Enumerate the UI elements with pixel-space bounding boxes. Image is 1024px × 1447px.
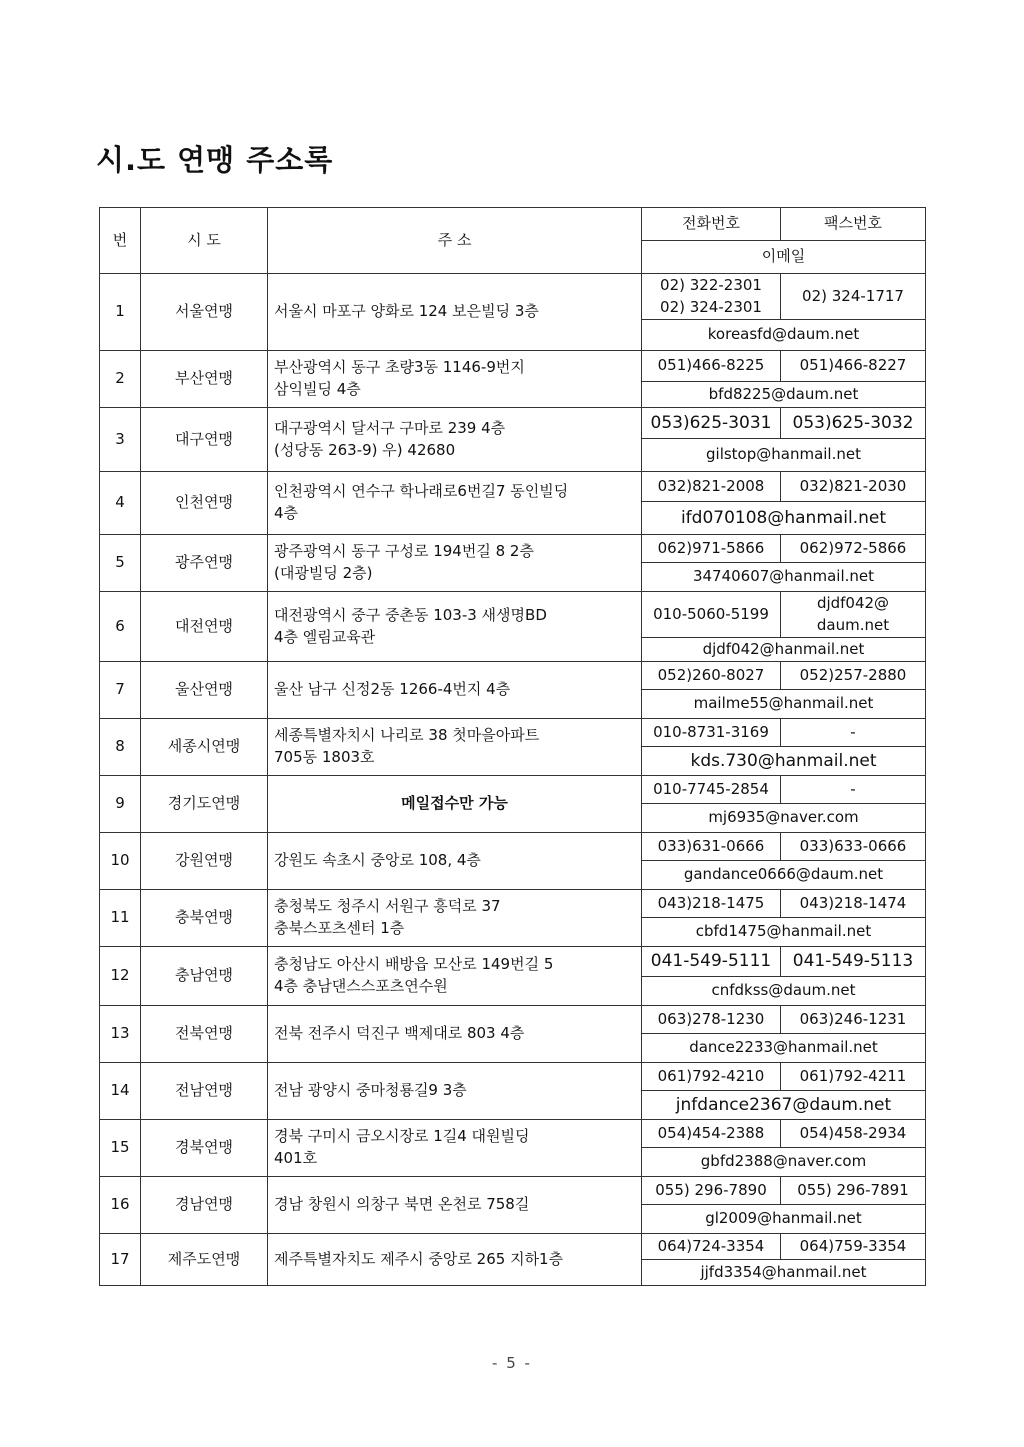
fax-number: 041-549-5113	[792, 951, 914, 972]
address-line: 세종특별자치시 나리로 38 첫마을아파트	[274, 726, 540, 745]
federation-name: 서울연맹	[141, 274, 268, 351]
phone-number: 033)631-0666	[657, 836, 765, 855]
address-line: 충청남도 아산시 배방읍 모산로 149번길 5	[274, 955, 554, 974]
address-cell	[268, 776, 642, 833]
table-row	[100, 1234, 926, 1260]
phone-number: 062)971-5866	[657, 538, 765, 557]
federation-name: 충남연맹	[141, 947, 268, 1006]
address-line: 4층 충남댄스스포츠연수원	[274, 977, 448, 995]
phone-number: 053)625-3031	[650, 412, 772, 433]
federation-name: 울산연맹	[141, 662, 268, 719]
table-row	[100, 662, 926, 690]
table-row	[100, 408, 926, 439]
phone-cell	[642, 1063, 781, 1091]
address-line: (성당동 263-9) 우) 42680	[274, 440, 456, 459]
phone-cell	[642, 1234, 781, 1260]
address-line: 강원도 속초시 중앙로 108, 4층	[274, 851, 481, 870]
fax-cell	[781, 1177, 926, 1205]
table-row	[100, 472, 926, 502]
email-address: cbfd1475@hanmail.net	[642, 918, 926, 947]
row-number: 16	[100, 1177, 141, 1234]
fax-number: 043)218-1474	[799, 893, 907, 912]
fax-number: 054)458-2934	[799, 1123, 907, 1142]
phone-number: 010-5060-5199	[653, 604, 769, 623]
address-line: (대광빌딩 2층)	[274, 564, 373, 582]
phone-cell	[642, 472, 781, 502]
row-number: 15	[100, 1120, 141, 1177]
address-cell	[268, 592, 642, 662]
address-line: 전남 광양시 중마청룡길9 3층	[274, 1081, 467, 1100]
address-line: 부산광역시 동구 초량3동 1146-9번지	[274, 358, 525, 377]
phone-number: 055) 296-7890	[655, 1180, 767, 1199]
phone-number: 010-7745-2854	[653, 779, 769, 798]
phone-number: 010-8731-3169	[653, 722, 769, 741]
fax-cell	[781, 592, 926, 638]
address-cell	[268, 890, 642, 947]
address-cell	[268, 719, 642, 776]
table-row	[100, 1063, 926, 1091]
federation-name: 경남연맹	[141, 1177, 268, 1234]
address-line: 메일접수만 가능	[401, 794, 508, 813]
table-row	[100, 947, 926, 977]
row-number: 13	[100, 1006, 141, 1063]
email-address: jnfdance2367@daum.net	[642, 1091, 926, 1120]
row-number: 1	[100, 274, 141, 351]
address-cell	[268, 472, 642, 535]
address-line: 705동 1803호	[274, 748, 375, 766]
fax-cell	[781, 1234, 926, 1260]
email-address: gbfd2388@naver.com	[642, 1148, 926, 1177]
phone-cell	[642, 947, 781, 977]
email-address: koreasfd@daum.net	[642, 320, 926, 351]
federation-name: 세종시연맹	[141, 719, 268, 776]
address-line: 대구광역시 달서구 구마로 239 4층	[274, 418, 506, 437]
table-row	[100, 592, 926, 638]
phone-cell	[642, 274, 781, 320]
fax-number: 051)466-8227	[799, 356, 907, 375]
fax-number: 033)633-0666	[799, 836, 907, 855]
federation-name: 부산연맹	[141, 351, 268, 408]
phone-cell	[642, 1006, 781, 1034]
table-row	[100, 719, 926, 747]
address-line: 울산 남구 신정2동 1266-4번지 4층	[274, 680, 511, 699]
email-address: mailme55@hanmail.net	[642, 690, 926, 719]
phone-number: 061)792-4210	[657, 1066, 765, 1085]
email-address: 34740607@hanmail.net	[642, 563, 926, 592]
address-cell	[268, 535, 642, 592]
email-address: bfd8225@daum.net	[642, 382, 926, 408]
address-cell	[268, 1063, 642, 1120]
address-cell	[268, 351, 642, 408]
row-number: 12	[100, 947, 141, 1006]
address-line: 4층 엘림교육관	[274, 627, 376, 646]
address-line: 경북 구미시 금오시장로 1길4 대원빌딩	[274, 1127, 530, 1146]
fax-number: -	[850, 722, 856, 741]
row-number: 2	[100, 351, 141, 408]
fax-cell	[781, 719, 926, 747]
federation-name: 대구연맹	[141, 408, 268, 472]
fax-number: daum.net	[816, 615, 890, 634]
phone-number: 052)260-8027	[657, 665, 765, 684]
phone-cell	[642, 351, 781, 382]
fax-cell	[781, 351, 926, 382]
email-address: gandance0666@daum.net	[642, 861, 926, 890]
fax-number: djdf042@	[816, 593, 890, 612]
address-cell	[268, 947, 642, 1006]
address-cell	[268, 408, 642, 472]
row-number: 4	[100, 472, 141, 535]
phone-cell	[642, 833, 781, 861]
federation-name: 강원연맹	[141, 833, 268, 890]
email-address: gl2009@hanmail.net	[642, 1205, 926, 1234]
header-fax: 팩스번호	[781, 208, 926, 241]
row-number: 6	[100, 592, 141, 662]
address-line: 전북 전주시 덕진구 백제대로 803 4층	[274, 1024, 525, 1043]
address-line: 제주특별자치도 제주시 중앙로 265 지하1층	[274, 1249, 564, 1268]
row-number: 3	[100, 408, 141, 472]
row-number: 14	[100, 1063, 141, 1120]
table-row	[100, 776, 926, 804]
address-cell	[268, 662, 642, 719]
address-cell	[268, 1006, 642, 1063]
table-row	[100, 1177, 926, 1205]
phone-number: 043)218-1475	[657, 893, 765, 912]
phone-cell	[642, 592, 781, 638]
fax-number: 062)972-5866	[799, 538, 907, 557]
federation-name: 대전연맹	[141, 592, 268, 662]
address-line: 충북스포츠센터 1층	[274, 919, 405, 937]
fax-number: 061)792-4211	[799, 1066, 907, 1085]
row-number: 9	[100, 776, 141, 833]
email-address: kds.730@hanmail.net	[642, 747, 926, 776]
address-line: 삼익빌딩 4층	[274, 380, 361, 398]
federation-name: 경북연맹	[141, 1120, 268, 1177]
phone-cell	[642, 719, 781, 747]
phone-cell	[642, 662, 781, 690]
table-row	[100, 274, 926, 320]
address-line: 충청북도 청주시 서원구 흥덕로 37	[274, 897, 501, 916]
address-cell	[268, 1234, 642, 1286]
address-line: 서울시 마포구 양화로 124 보은빌딩 3층	[274, 302, 539, 321]
page-title: 시.도 연맹 주소록	[96, 143, 334, 177]
address-cell	[268, 274, 642, 351]
fax-cell	[781, 535, 926, 563]
fax-cell	[781, 776, 926, 804]
row-number: 17	[100, 1234, 141, 1286]
address-line: 4층	[274, 504, 299, 522]
federation-name: 인천연맹	[141, 472, 268, 535]
phone-number: 054)454-2388	[657, 1123, 765, 1142]
address-line: 대전광역시 중구 중촌동 103-3 새생명BD	[274, 605, 547, 624]
header-email: 이메일	[642, 241, 926, 274]
fax-cell	[781, 1006, 926, 1034]
federation-name: 제주도연맹	[141, 1234, 268, 1286]
fax-number: 053)625-3032	[792, 412, 914, 433]
phone-cell	[642, 408, 781, 439]
federation-name: 광주연맹	[141, 535, 268, 592]
email-address: ifd070108@hanmail.net	[642, 502, 926, 535]
fax-number: 055) 296-7891	[797, 1180, 909, 1199]
row-number: 11	[100, 890, 141, 947]
email-address: mj6935@naver.com	[642, 804, 926, 833]
table-row	[100, 833, 926, 861]
fax-cell	[781, 890, 926, 918]
email-address: jjfd3354@hanmail.net	[642, 1260, 926, 1286]
fax-number: 063)246-1231	[799, 1009, 907, 1028]
address-cell	[268, 1120, 642, 1177]
fax-cell	[781, 274, 926, 320]
header-address: 주 소	[268, 208, 642, 274]
table-row	[100, 1120, 926, 1148]
fax-number: 02) 324-1717	[802, 286, 904, 305]
row-number: 8	[100, 719, 141, 776]
federation-name: 경기도연맹	[141, 776, 268, 833]
fax-number: 032)821-2030	[799, 476, 907, 495]
address-line: 401호	[274, 1149, 318, 1167]
federation-name: 전남연맹	[141, 1063, 268, 1120]
row-number: 5	[100, 535, 141, 592]
phone-number: 041-549-5111	[650, 951, 772, 972]
fax-cell	[781, 408, 926, 439]
email-address: cnfdkss@daum.net	[642, 977, 926, 1006]
phone-cell	[642, 1177, 781, 1205]
page-number: - 5 -	[492, 1354, 532, 1372]
table-header	[100, 208, 926, 274]
table-body	[100, 274, 926, 1286]
address-line: 인천광역시 연수구 학나래로6번길7 동인빌딩	[274, 482, 569, 501]
table-row	[100, 890, 926, 918]
phone-cell	[642, 890, 781, 918]
federation-name: 전북연맹	[141, 1006, 268, 1063]
email-address: djdf042@hanmail.net	[642, 638, 926, 662]
fax-number: 064)759-3354	[799, 1236, 907, 1255]
phone-cell	[642, 1120, 781, 1148]
row-number: 10	[100, 833, 141, 890]
phone-number: 064)724-3354	[657, 1236, 765, 1255]
table-row	[100, 351, 926, 382]
address-cell	[268, 1177, 642, 1234]
phone-number: 02) 324-2301	[660, 297, 762, 316]
phone-number: 032)821-2008	[657, 476, 765, 495]
fax-cell	[781, 662, 926, 690]
federation-name: 충북연맹	[141, 890, 268, 947]
fax-number: 052)257-2880	[799, 665, 907, 684]
fax-cell	[781, 833, 926, 861]
header-num: 번	[100, 208, 141, 274]
directory-table	[99, 207, 926, 1286]
table-row	[100, 535, 926, 563]
address-line: 경남 창원시 의창구 북면 온천로 758길	[274, 1195, 530, 1214]
address-line: 광주광역시 동구 구성로 194번길 8 2층	[274, 542, 534, 561]
fax-number: -	[850, 779, 856, 798]
email-address: gilstop@hanmail.net	[642, 439, 926, 472]
fax-cell	[781, 947, 926, 977]
phone-number: 02) 322-2301	[660, 275, 762, 294]
fax-cell	[781, 1120, 926, 1148]
phone-cell	[642, 776, 781, 804]
fax-cell	[781, 472, 926, 502]
phone-number: 063)278-1230	[657, 1009, 765, 1028]
fax-cell	[781, 1063, 926, 1091]
header-city: 시 도	[141, 208, 268, 274]
table-row	[100, 1006, 926, 1034]
address-cell	[268, 833, 642, 890]
phone-number: 051)466-8225	[657, 356, 765, 375]
phone-cell	[642, 535, 781, 563]
header-phone: 전화번호	[642, 208, 781, 241]
row-number: 7	[100, 662, 141, 719]
email-address: dance2233@hanmail.net	[642, 1034, 926, 1063]
